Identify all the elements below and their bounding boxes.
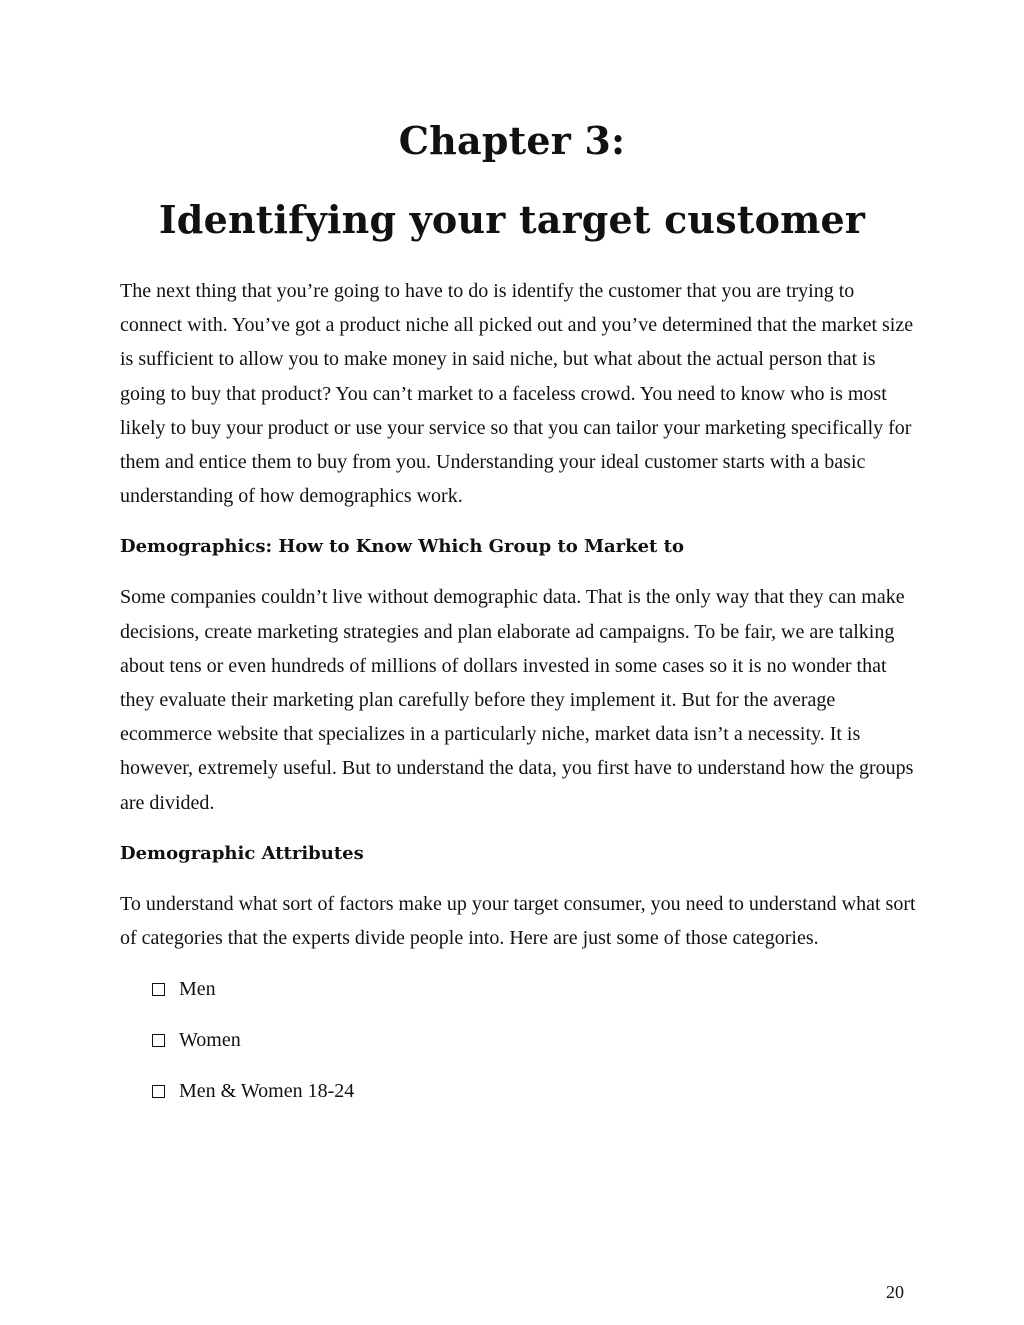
page-number: 20 [886,1282,904,1302]
chapter-number: Chapter 3: [398,118,626,163]
checkbox-icon [152,983,165,996]
checkbox-icon [152,1034,165,1047]
list-item-label: Men [179,978,216,1001]
chapter-body [120,274,920,1125]
demographics-paragraph: Some companies couldn’t live without demographic data. That is the only way that they can make decisions, create marketing strategies and plan elaborate ad campaigns. To be fair, we are talking about tens or even hundreds of millions of dollars invested in some cases so it is no wonder that they evaluate their marketing plan carefully before they implement it. But for the average ecommerce website that specializes in a particularly niche, market data isn’t a necessity. It is however, extremely useful. But to understand the data, you first have to understand how the groups are divided. [120,586,914,814]
list-item [152,972,920,1006]
list-item-label: Men & Women 18-24 [179,1080,355,1103]
attributes-heading: Demographic Attributes [120,842,364,864]
demographics-heading: Demographics: How to Know Which Group to Market to [120,536,684,558]
attributes-paragraph: To understand what sort of factors make up your target consumer, you need to understand what sort of categories that the experts divide people into. Here are just some of those categories. [120,892,916,950]
list-item-label: Women [179,1029,241,1052]
checkbox-icon [152,1085,165,1098]
chapter-title: Identifying your target customer [158,197,866,242]
list-item [152,1074,920,1108]
list-item [152,1023,920,1057]
category-checklist [120,972,920,1108]
intro-paragraph: The next thing that you’re going to have to do is identify the customer that you are trying to connect with. You’ve got a product niche all picked out and you’ve determined that the market size is sufficient to allow you to make money in said niche, but what about the actual person that is going to buy that product? You can’t market to a faceless crowd. You need to know who is most likely to buy your product or use your service so that you can tailor your marketing specifically for them and entice them to buy from you. Understanding your ideal customer starts with a basic understanding of how demographics work. [120,280,914,508]
